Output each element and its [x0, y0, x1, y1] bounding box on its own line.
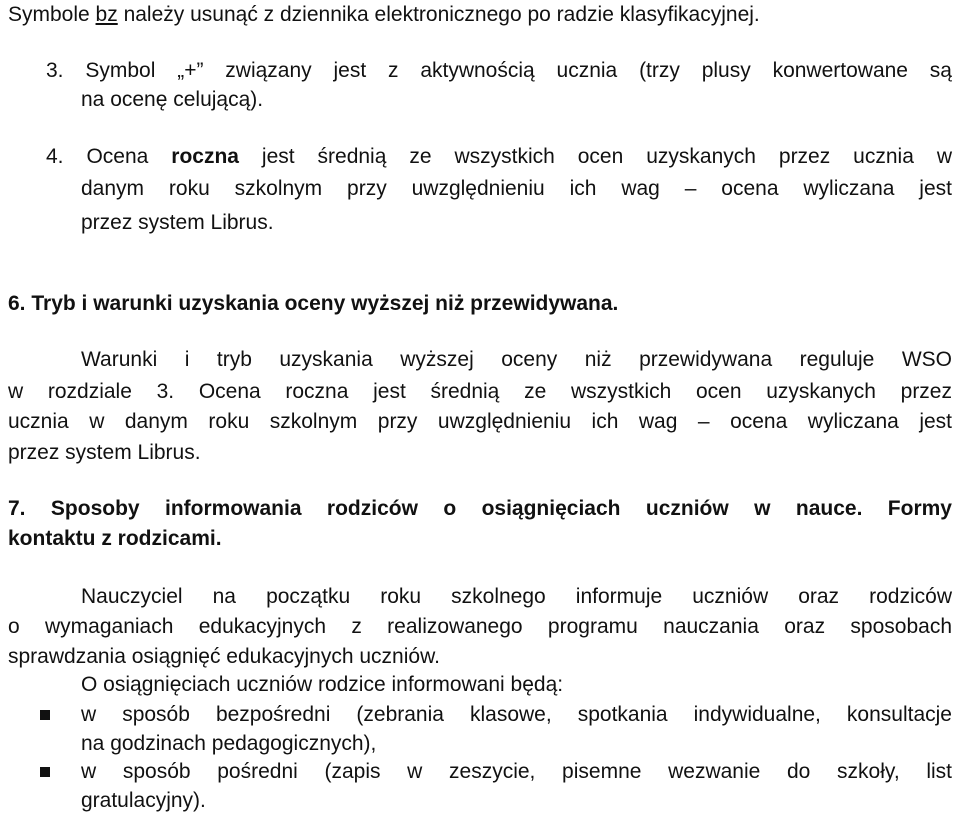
section-6-line-3: ucznia w danym roku szkolnym przy uwzględnieniu ich wag – ocena wyliczana jest — [8, 410, 952, 433]
text: należy usunąć z dziennika elektronicznego po radzie klasyfikacyjnej. — [117, 3, 760, 26]
section-7-heading-2: kontaktu z rodzicami. — [8, 527, 222, 550]
section-7-para-1-line-1: Nauczyciel na początku roku szkolnego informuje uczniów oraz rodziców — [81, 585, 952, 608]
section-6-heading: 6. Tryb i warunki uzyskania oceny wyższej niż przewidywana. — [8, 292, 619, 315]
bold-word: roczna — [171, 145, 239, 168]
bullet-square-icon — [40, 710, 50, 720]
text: Symbole — [8, 3, 96, 26]
bullet-1-line-1: w sposób bezpośredni (zebrania klasowe, spotkania indywidualne, konsultacje — [81, 703, 952, 726]
text: jest średnią ze wszystkich ocen uzyskanych przez ucznia w — [238, 145, 952, 168]
section-7-para-1-line-3: sprawdzania osiągnięć edukacyjnych uczniów. — [8, 645, 440, 668]
section-7-heading-1: 7. Sposoby informowania rodziców o osiągnięciach uczniów w nauce. Formy — [8, 497, 952, 520]
text: 4. Ocena — [46, 145, 172, 168]
bullet-square-icon — [40, 767, 50, 777]
section-7-para-1-line-2: o wymaganiach edukacyjnych z realizowanego programu nauczania oraz sposobach — [8, 615, 952, 638]
bullet-1-line-2: na godzinach pedagogicznych), — [81, 732, 377, 755]
section-7-para-2: O osiągnięciach uczniów rodzice informowani będą: — [81, 673, 564, 696]
section-6-line-1: Warunki i tryb uzyskania wyższej oceny niż przewidywana reguluje WSO — [81, 348, 952, 371]
code-bz: bz — [95, 3, 118, 26]
item-3-line-1: 3. Symbol „+” związany jest z aktywnością ucznia (trzy plusy konwertowane są — [46, 59, 952, 82]
section-6-line-4: przez system Librus. — [8, 441, 201, 464]
section-6-line-2: w rozdziale 3. Ocena roczna jest średnią ze wszystkich ocen uzyskanych przez — [8, 380, 952, 403]
bullet-2-line-2: gratulacyjny). — [81, 789, 206, 812]
item-4-line-2: danym roku szkolnym przy uwzględnieniu ich wag – ocena wyliczana jest — [81, 177, 952, 200]
item-4-line-1 — [46, 142, 952, 172]
item-4-line-3: przez system Librus. — [81, 211, 274, 234]
paragraph-bz — [8, 0, 760, 30]
item-3-line-2: na ocenę celującą). — [81, 88, 264, 111]
bullet-2-line-1: w sposób pośredni (zapis w zeszycie, pisemne wezwanie do szkoły, list — [81, 760, 952, 783]
